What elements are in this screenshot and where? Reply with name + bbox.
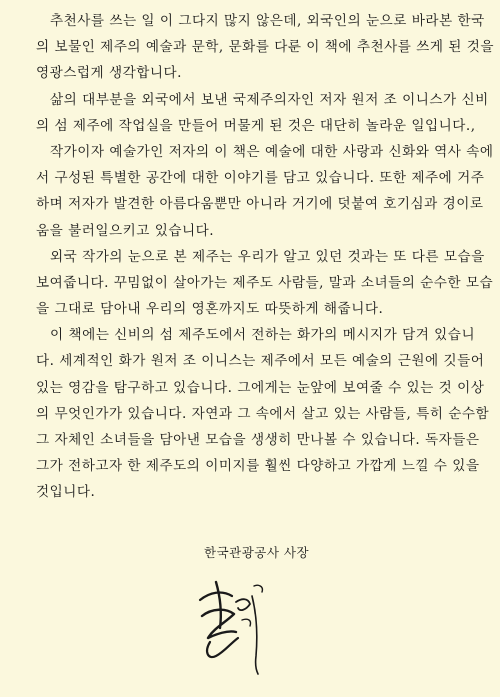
signer-title: 한국관광공사 사장 [204, 545, 310, 560]
text-line: 의 보물인 제주의 예술과 문학, 문화를 다룬 이 책에 추천사를 쓰게 된 것을 [36, 39, 494, 56]
text-line: 작가이자 예술가인 저자의 이 책은 예술에 대한 사랑과 신화와 역사 속에 [50, 143, 494, 160]
text-line: 삶의 대부분을 외국에서 보낸 국제주의자인 저자 원저 조 이니스가 신비 [50, 91, 489, 108]
text-line: 보여줍니다. 꾸밈없이 살아가는 제주도 사람들, 말과 소녀들의 순수한 모습 [36, 274, 494, 291]
text-line: 그 자체인 소녀들을 담아낸 모습을 생생히 만나볼 수 있습니다. 독자들은 [36, 432, 480, 448]
paragraph [36, 244, 494, 323]
letter-body [36, 8, 494, 506]
text-line: 그가 전하고자 한 제주도의 이미지를 훨씬 다양하고 가깝게 느낄 수 있을 [36, 458, 480, 475]
paragraph [36, 8, 494, 87]
text-line: 외국 작가의 눈으로 본 제주는 우리가 알고 있던 것과는 또 다른 모습을 [50, 248, 485, 265]
text-line: 영광스럽게 생각합니다. [36, 65, 182, 82]
text-line: 하며 저자가 발견한 아름다움뿐만 아니라 거기에 덧붙여 호기심과 경이로 [36, 196, 484, 213]
text-line: 다. 세계적인 화가 원저 조 이니스는 제주에서 모든 예술의 근원에 깃들어 [36, 353, 485, 370]
signature-image [186, 572, 282, 676]
text-line: 있는 영감을 탐구하고 있습니다. 그에게는 눈앞에 보여줄 수 있는 것 이상 [36, 379, 485, 396]
text-line: 추천사를 쓰는 일 이 그다지 많지 않은데, 외국인의 눈으로 바라본 한국 [50, 13, 485, 29]
text-line: 이 책에는 신비의 섬 제주도에서 전하는 화가의 메시지가 담겨 있습니 [50, 327, 476, 344]
text-line: 의 무엇인가가 있습니다. 자연과 그 속에서 살고 있는 사람들, 특히 순수함 [36, 405, 490, 422]
paragraph [36, 139, 494, 244]
text-line: 의 섬 제주에 작업실을 만들어 머물게 된 것은 대단히 놀라운 일입니다., [36, 117, 476, 134]
paragraph [36, 87, 489, 139]
text-line: 서 구성된 특별한 공간에 대한 이야기를 담고 있습니다. 또한 제주에 거주 [36, 170, 485, 187]
text-line: 움을 불러일으키고 있습니다. [36, 222, 215, 239]
paragraph [36, 322, 490, 505]
text-line: 을 그대로 담아내 우리의 영혼까지도 따뜻하게 해줍니다. [36, 301, 384, 318]
text-line: 것입니다. [36, 484, 96, 501]
